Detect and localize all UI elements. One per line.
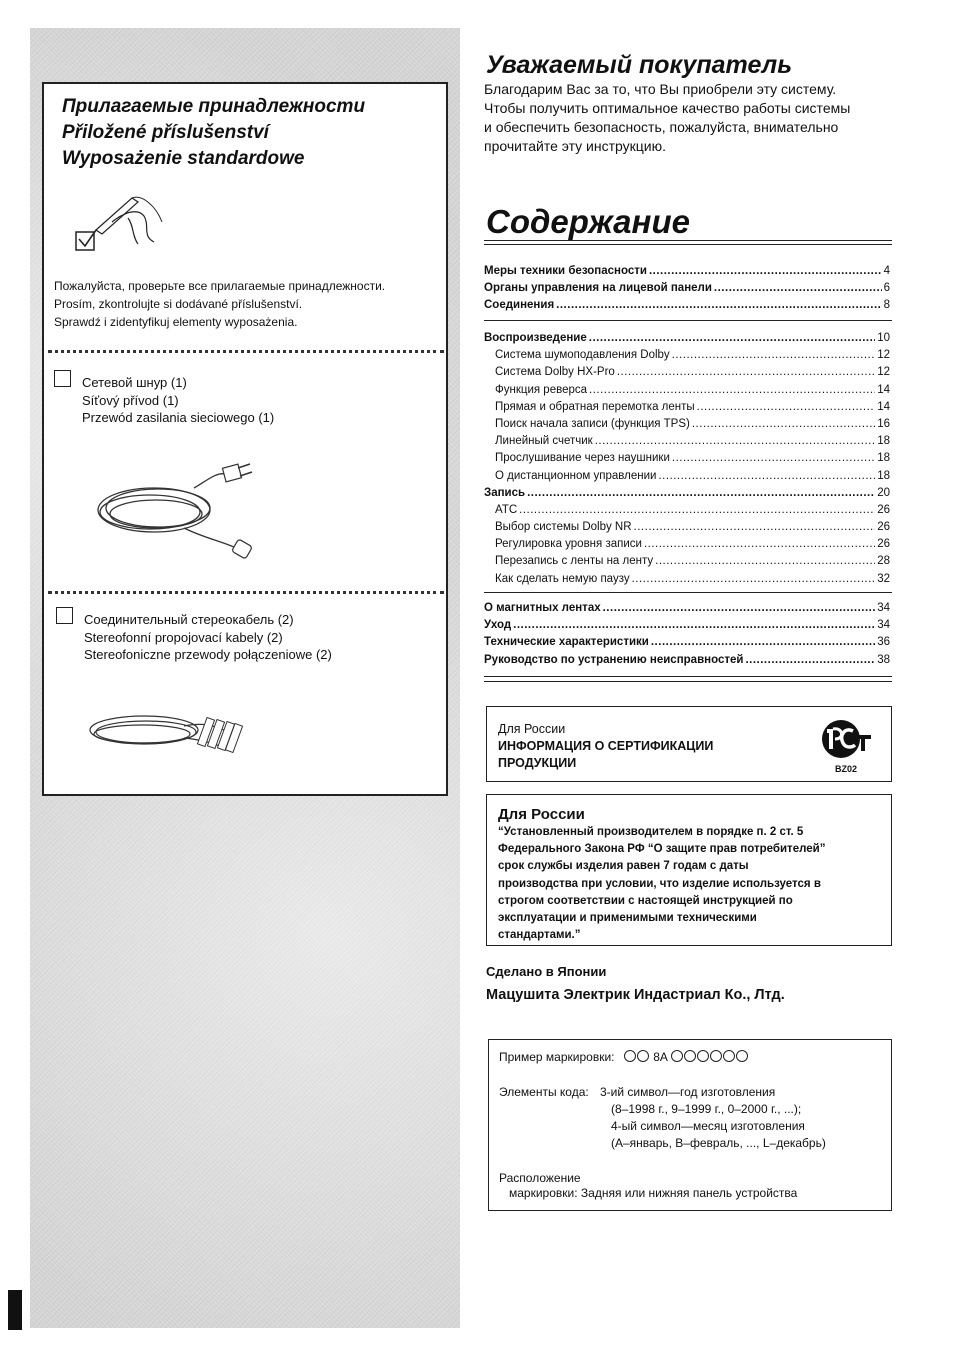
circle-placeholder-icon	[697, 1050, 709, 1062]
service-life-box	[486, 794, 892, 946]
certification-line: Для России	[498, 722, 566, 736]
check-line-cz: Prosím, zkontrolujte si dodávané příslušenství.	[54, 297, 303, 311]
toc-leader-dots	[697, 399, 876, 416]
toc-entry-page: 32	[877, 572, 890, 585]
circle-placeholder-icon	[637, 1050, 649, 1062]
greeting-line: прочитайте эту инструкцию.	[484, 138, 666, 154]
toc-leader-dots	[651, 634, 875, 651]
service-life-text	[498, 824, 825, 944]
toc-entry-page: 38	[877, 653, 890, 666]
item-line: Сетевой шнур (1)	[82, 375, 187, 390]
contents-title: Содержание	[486, 203, 690, 240]
item-text-power-cord	[82, 374, 274, 427]
toc-leader-dots	[519, 502, 875, 519]
service-life-line: срок службы изделия равен 7 годам с даты	[498, 860, 749, 873]
toc-entry	[484, 399, 890, 416]
toc-divider	[484, 320, 892, 321]
toc-entry-page: 28	[877, 555, 890, 568]
greeting-line: Чтобы получить оптимальное качество работы системы	[484, 100, 851, 116]
toc-entry-label: Воспроизведение	[484, 332, 587, 344]
stereo-cable-icon	[84, 704, 244, 768]
toc-entry-label: Выбор системы Dolby NR	[495, 521, 632, 534]
toc-entry-label: Запись	[484, 486, 526, 499]
toc-entry-page: 18	[877, 469, 890, 482]
service-life-title: Для России	[498, 806, 585, 823]
toc-entry-label: О магнитных лентах	[484, 602, 601, 614]
toc-entry-page: 12	[877, 349, 890, 362]
toc-entry	[484, 382, 890, 399]
checkmark-pen-icon	[72, 192, 168, 262]
toc-leader-dots	[617, 364, 875, 381]
toc-leader-dots	[556, 297, 881, 314]
page-edge-mark	[8, 1290, 22, 1330]
item-line: Síťový přívod (1)	[82, 392, 179, 408]
toc-entry	[484, 468, 890, 485]
service-life-line: эксплуатации и применимыми техническими	[498, 912, 757, 925]
certification-box	[486, 706, 892, 782]
toc-leader-dots	[513, 617, 875, 634]
check-instructions	[54, 277, 385, 331]
service-life-line: строгом соответствии с настоящей инструкцией по	[498, 894, 793, 907]
circle-placeholder-icon	[710, 1050, 722, 1062]
toc-entry	[484, 502, 890, 519]
toc-entry-page: 8	[883, 299, 890, 312]
toc-entry-label: Технические характеристики	[484, 636, 649, 649]
toc-entry-label: Система Dolby HX-Pro	[495, 366, 615, 379]
certification-line: ПРОДУКЦИИ	[498, 756, 577, 770]
toc-entry	[484, 617, 890, 634]
toc-entry-page: 16	[877, 417, 890, 430]
marking-box	[488, 1039, 892, 1211]
toc-entry-label: Меры техники безопасности	[484, 265, 647, 277]
contents-rule	[484, 240, 892, 241]
toc-leader-dots	[527, 485, 875, 502]
toc-divider	[484, 676, 892, 677]
toc-entry	[484, 450, 890, 467]
toc-entry-label: Уход	[484, 619, 512, 632]
toc-entry-label: Система шумоподавления Dolby	[495, 349, 670, 362]
accessories-title-pl: Wyposażenie standardowe	[62, 148, 305, 169]
toc-group-2	[484, 330, 890, 588]
dotted-separator	[48, 350, 444, 353]
toc-entry	[484, 485, 890, 502]
toc-entry-label: Перезапись с ленты на ленту	[495, 555, 654, 568]
item-checkbox-stereo-cable[interactable]	[56, 607, 73, 624]
toc-divider	[484, 681, 892, 682]
circle-placeholder-icon	[671, 1050, 683, 1062]
toc-entry	[484, 297, 890, 314]
location-text: маркировки: Задняя или нижняя панель устройства	[509, 1186, 798, 1200]
location-label: Расположение	[499, 1171, 581, 1185]
item-line: Stereofonní propojovací kabely (2)	[84, 629, 283, 645]
toc-entry-label: Как сделать немую паузу	[495, 572, 630, 585]
toc-leader-dots	[672, 347, 876, 364]
toc-entry	[484, 634, 890, 651]
toc-divider	[484, 592, 892, 593]
toc-entry	[484, 553, 890, 570]
toc-entry-page: 36	[877, 636, 890, 649]
toc-entry-page: 34	[877, 619, 890, 632]
power-cord-icon	[84, 454, 254, 564]
item-line: Przewód zasilania sieciowego (1)	[82, 410, 275, 425]
toc-group-3	[484, 600, 890, 669]
toc-entry-label: Прослушивание через наушники	[495, 452, 670, 465]
greeting-text	[484, 80, 904, 156]
toc-entry-label: Поиск начала записи (функция TPS)	[495, 417, 690, 430]
service-life-line: Федерального Закона РФ “О защите прав потребителей”	[498, 843, 826, 856]
toc-entry-label: Прямая и обратная перемотка ленты	[495, 400, 695, 413]
toc-entry-page: 6	[883, 282, 890, 295]
toc-entry-label: Органы управления на лицевой панели	[484, 282, 712, 295]
toc-group-1	[484, 263, 890, 315]
marking-code-value: 8A	[653, 1050, 668, 1064]
toc-entry-label: О дистанционном управлении	[495, 469, 657, 482]
toc-entry-page: 10	[877, 332, 890, 344]
toc-leader-dots	[649, 263, 882, 280]
toc-leader-dots	[632, 571, 876, 588]
accessories-title-cz: Přiložené příslušenství	[62, 122, 269, 143]
service-life-line: стандартами.”	[498, 929, 581, 942]
toc-entry	[484, 433, 890, 450]
greeting-line: Благодарим Вас за то, что Вы приобрели эту систему.	[484, 81, 837, 97]
toc-leader-dots	[634, 519, 876, 536]
toc-entry-page: 26	[877, 521, 890, 534]
check-line-ru: Пожалуйста, проверьте все прилагаемые принадлежности.	[54, 279, 386, 293]
toc-leader-dots	[745, 652, 875, 669]
accessories-title	[62, 94, 365, 172]
toc-entry-page: 18	[877, 452, 890, 465]
toc-entry-page: 14	[877, 400, 890, 413]
certification-line: ИНФОРМАЦИЯ О СЕРТИФИКАЦИИ	[498, 739, 714, 753]
toc-entry	[484, 263, 890, 280]
toc-entry	[484, 536, 890, 553]
toc-entry-page: 20	[877, 486, 890, 499]
circle-placeholder-icon	[684, 1050, 696, 1062]
toc-entry-page: 12	[877, 366, 890, 379]
marking-example	[499, 1049, 749, 1066]
toc-entry	[484, 347, 890, 364]
toc-entry-label: Руководство по устранению неисправностей	[484, 653, 744, 666]
toc-entry	[484, 600, 890, 617]
toc-leader-dots	[658, 468, 875, 485]
code-line: 4-ый символ—месяц изготовления	[611, 1119, 805, 1133]
toc-entry	[484, 571, 890, 588]
accessories-box	[42, 82, 448, 796]
code-line: (8–1998 г., 9–1999 г., 0–2000 г., ...);	[611, 1102, 802, 1116]
marking-example-code	[624, 1050, 749, 1064]
greeting-line: и обеспечить безопасность, пожалуйста, внимательно	[484, 119, 839, 135]
toc-leader-dots	[672, 450, 875, 467]
pct-certification-logo	[817, 717, 873, 761]
check-line-pl: Sprawdź i zidentyfikuj elementy wyposażenia.	[54, 315, 298, 329]
contents-rule	[484, 244, 892, 245]
code-elements-label: Элементы кода:	[499, 1085, 589, 1099]
toc-entry-page: 34	[877, 602, 890, 614]
circle-placeholder-icon	[723, 1050, 735, 1062]
toc-leader-dots	[655, 553, 875, 570]
toc-entry-label: Соединения	[484, 299, 555, 312]
circle-placeholder-icon	[624, 1050, 636, 1062]
code-line: 3-ий символ—год изготовления	[600, 1085, 776, 1099]
toc-entry	[484, 652, 890, 669]
toc-entry-label: ATC	[495, 503, 518, 516]
toc-entry-label: Линейный счетчик	[495, 435, 593, 448]
toc-leader-dots	[714, 280, 882, 297]
manufacturer-text: Мацушита Электрик Индастриал Ко., Лтд.	[486, 987, 785, 1003]
service-life-line: производства при условии, что изделие используется в	[498, 877, 821, 890]
item-line: Stereofoniczne przewody połączeniowe (2)	[84, 647, 332, 662]
toc-entry	[484, 364, 890, 381]
toc-leader-dots	[595, 433, 875, 450]
toc-entry	[484, 416, 890, 433]
toc-leader-dots	[589, 382, 875, 399]
toc-entry-label: Регулировка уровня записи	[495, 538, 642, 551]
circle-placeholder-icon	[736, 1050, 748, 1062]
greeting-title: Уважаемый покупатель	[486, 51, 793, 79]
toc-entry	[484, 519, 890, 536]
item-line: Соединительный стереокабель (2)	[84, 612, 294, 627]
toc-entry-page: 26	[877, 503, 890, 516]
toc-leader-dots	[603, 600, 876, 617]
toc-entry	[484, 330, 890, 347]
certification-text	[498, 721, 713, 772]
toc-entry-page: 14	[877, 383, 890, 396]
item-text-stereo-cable	[84, 611, 332, 664]
toc-entry-page: 26	[877, 538, 890, 551]
service-life-line: “Установленный производителем в порядке п. 2 ст. 5	[498, 826, 804, 838]
toc-leader-dots	[644, 536, 875, 553]
code-line: (A–январь, B–февраль, ..., L–декабрь)	[611, 1136, 826, 1150]
certification-code: BZ02	[835, 764, 858, 774]
toc-entry-label: Функция реверса	[495, 383, 588, 396]
made-in-text: Сделано в Японии	[486, 964, 607, 979]
dotted-separator	[48, 591, 444, 594]
accessories-title-ru: Прилагаемые принадлежности	[62, 96, 366, 117]
toc-leader-dots	[589, 330, 875, 347]
toc-leader-dots	[692, 416, 875, 433]
toc-entry-page: 4	[883, 265, 890, 277]
toc-entry-page: 18	[877, 435, 890, 448]
marking-example-label: Пример маркировки:	[499, 1050, 615, 1064]
item-checkbox-power-cord[interactable]	[54, 370, 71, 387]
toc-entry	[484, 280, 890, 297]
